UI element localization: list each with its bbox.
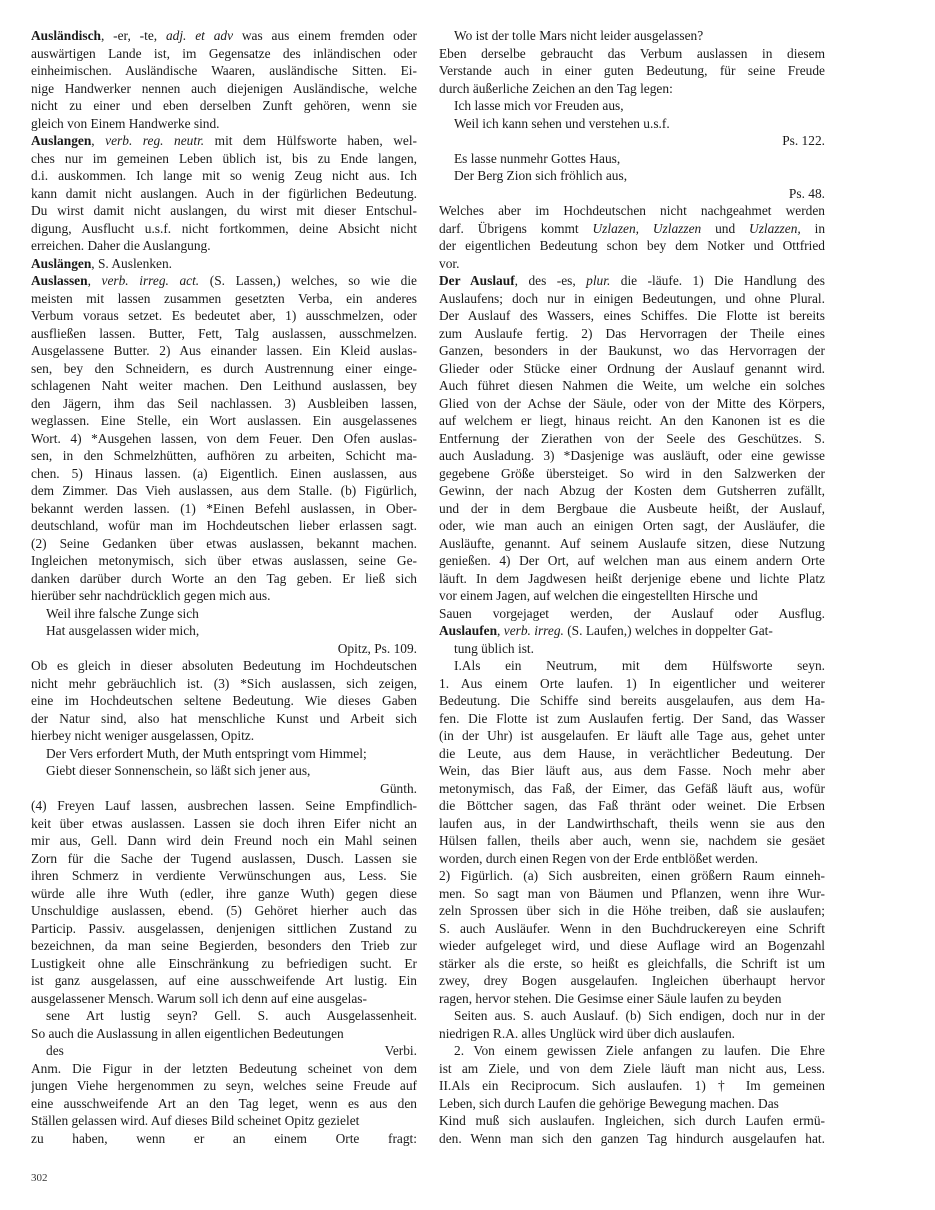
text-line	[439, 1130, 825, 1148]
text-run: ihren Schmerz in verdiente Verwünschungen aus, Less. Sie	[31, 868, 417, 883]
text-line	[439, 622, 825, 640]
text-line	[31, 202, 417, 220]
entry-headword: Auslängen	[31, 255, 92, 271]
text-line	[31, 132, 417, 150]
text-run: Ausläufte, genannt. Auf seinem Auslaufe sitzen, diese Nutzung	[439, 535, 825, 551]
text-line	[439, 185, 825, 203]
text-line	[439, 587, 825, 605]
text-run: was aus einem fremden oder	[233, 28, 417, 43]
text-run: und der in dem Bergbaue die Ausbeute heißt, der Auslauf,	[439, 500, 825, 516]
text-line	[31, 990, 417, 1008]
text-line	[439, 290, 825, 308]
text-line	[439, 465, 825, 483]
text-line	[31, 360, 417, 378]
text-run: der Natur sind, also hat menschliche Kunst und Arbeit sich	[31, 710, 417, 726]
text-line	[31, 552, 417, 570]
text-line	[439, 272, 825, 290]
text-run: S. auch Ausläufer. Wenn in den Buchdruckereyen eine Schrift	[439, 920, 825, 936]
text-line	[31, 80, 417, 98]
text-line	[31, 97, 417, 115]
text-run: erreichen. Daher die Auslangung.	[31, 238, 211, 253]
text-line	[439, 62, 825, 80]
text-line	[31, 1130, 417, 1148]
text-line	[31, 377, 417, 395]
text-line	[439, 202, 825, 220]
text-line	[31, 535, 417, 553]
text-run: Ps. 48.	[788, 185, 825, 201]
italic-text: verb. irreg.	[503, 623, 564, 638]
text-run: die -läufe. 1) Die Handlung des	[610, 273, 825, 288]
text-line	[31, 1112, 417, 1130]
text-run: II.Als ein Reciprocum. Sich auslaufen. 1) † Im gemeinen	[439, 1078, 825, 1093]
text-run: Weil ich kann sehen und verstehen u.s.f.	[454, 115, 670, 131]
text-line	[31, 430, 417, 448]
text-line	[439, 1095, 825, 1113]
text-line	[439, 1007, 825, 1025]
text-run: auswärtigen Lande ist, im Gegensatze des inländischen oder	[31, 45, 417, 61]
text-run: bezeichnen, da man seine Begierden, besonders den Trieb zur	[31, 938, 417, 953]
text-run: Particip. Passiv. ausgelassen, denjenigen sittlichen Zustand zu	[31, 920, 417, 936]
text-run: Glied von der Achse der Säule, oder von der Mitte des Körpers,	[439, 395, 825, 411]
text-line	[439, 325, 825, 343]
text-run: Lustigkeit ohne alle Einschränkung zu befriedigen sucht. Er	[31, 955, 417, 971]
text-run: darf. Übrigens kommt	[439, 220, 593, 236]
text-run: metonymisch, das Faß, der Eimer, das Gefäß läuft aus, wofür	[439, 780, 825, 796]
text-run: zwey, drey Bogen ausgelaufen. Ingleichen überhaupt hervor	[439, 973, 825, 988]
text-line	[31, 885, 417, 903]
text-run: Auch führet diesen Nahmen die Weite, um welche ein solches	[439, 378, 825, 393]
text-line	[439, 255, 825, 273]
text-run: vor.	[439, 255, 460, 271]
text-run: Bedeutung. Die Schiffe sind bereits ausgelaufen, aus dem Ha-	[439, 693, 825, 708]
text-line	[439, 692, 825, 710]
text-run: , -er, -te,	[100, 28, 166, 43]
text-run: zu haben, wenn er an einem Orte fragt:	[31, 1130, 417, 1146]
text-line	[439, 867, 825, 885]
text-run: stärker als die erste, so heißt es gleichfalls, die Schrift ist um	[439, 955, 825, 971]
text-line	[439, 412, 825, 430]
text-run: Der Berg Zion sich fröhlich aus,	[454, 168, 628, 183]
text-run: den Jägern, ihm das Seil nachlassen. 3) Ausbleiben lassen,	[31, 395, 417, 411]
text-run: Zorn für die Sache der Tugend auslassen, Dusch. Lassen sie	[31, 850, 417, 866]
text-run: in	[800, 220, 825, 236]
text-run: d.i. auskommen. Ich lange mit so wenig Zeug nicht aus. Ich	[31, 168, 417, 183]
text-run: Wort. 4) *Ausgehen lassen, von dem Feuer. Den Ofen auslas-	[31, 430, 417, 446]
text-run: Ich lasse mich vor Freuden aus,	[454, 98, 624, 113]
text-run: 2) Figürlich. (a) Sich ausbreiten, einen größern Raum einneh-	[439, 868, 825, 883]
page-number: 302	[31, 1172, 48, 1184]
text-line	[439, 972, 825, 990]
entry-headword: Auslaufen	[439, 623, 498, 638]
text-run: chen. 5) Hinaus lassen. (a) Eigentlich. Einen auslassen, aus	[31, 465, 417, 481]
text-line	[439, 27, 825, 45]
text-run: (S. Laufen,) welches in doppelter Gat-	[563, 623, 773, 638]
text-run: digung, Ausflucht u.s.f. nicht fortkommen, deine Absicht nicht	[31, 220, 417, 236]
text-run: ausgelassener Mensch. Warum soll ich denn auf eine ausgelas-	[31, 990, 367, 1006]
text-run: Ob es gleich in dieser absoluten Bedeutung im Hochdeutschen	[31, 658, 417, 673]
text-line	[31, 1007, 417, 1025]
text-run: Kind muß sich auslaufen. Ingleichen, sich durch Laufen ermü-	[439, 1113, 825, 1128]
text-line	[439, 815, 825, 833]
text-line	[439, 517, 825, 535]
text-line	[31, 640, 417, 658]
text-line	[439, 535, 825, 553]
text-line	[31, 832, 417, 850]
text-run: durch äußerliche Zeichen an den Tag legen:	[439, 80, 673, 96]
text-run: fen. Die Flotte ist zum Auslaufen fertig. Der Sand, das Wasser	[439, 710, 825, 726]
text-run: die Leute, aus dem Hause, in verächtlicher Bedeutung. Der	[439, 745, 825, 761]
text-run: ausfließen lassen. Butter, Fett, Talg auslassen, ausschmelzen.	[31, 325, 417, 341]
text-line	[31, 797, 417, 815]
text-line	[439, 657, 825, 675]
text-line	[31, 605, 417, 623]
text-run: niedrigen R.A. alles Unglück wird über dich auslaufen.	[439, 1025, 735, 1041]
text-line	[439, 920, 825, 938]
italic-text: plur.	[586, 273, 611, 288]
text-run: Opitz, Ps. 109.	[337, 640, 417, 656]
text-line	[439, 780, 825, 798]
text-line	[31, 1077, 417, 1095]
text-line	[31, 325, 417, 343]
text-run: den. Wenn man sich den ganzen Tag hindurch ausgelaufen hat.	[439, 1130, 825, 1146]
text-run: bekannt werden lassen. (1) *Einen Befehl auslassen, in Ober-	[31, 500, 417, 516]
text-line	[439, 710, 825, 728]
text-run: Wo ist der tolle Mars nicht leider ausgelassen?	[454, 28, 704, 43]
text-run: mit dem Hülfsworte haben, wel-	[204, 133, 417, 148]
text-run: dem Zimmer. Das Vieh auslassen, aus dem Stalle. (b) Figürlich,	[31, 483, 417, 498]
text-line	[31, 745, 417, 763]
italic-text: verb. irreg. act.	[101, 273, 200, 288]
text-line	[439, 377, 825, 395]
text-run: worden, durch einen Regen von der Erde entblößet werden.	[439, 850, 759, 866]
text-line	[439, 937, 825, 955]
text-line	[439, 955, 825, 973]
text-run: eine im Hochdeutschen seltene Bedeutung. Wie dieses Gaben	[31, 693, 417, 708]
text-line	[439, 342, 825, 360]
text-run: gleich von Einem Handwerke sind.	[31, 115, 220, 131]
text-run: ,	[91, 133, 106, 148]
text-line	[439, 307, 825, 325]
text-line	[31, 220, 417, 238]
text-run: eine ausschweifende Art an den Tag leget, wenn es aus den	[31, 1095, 417, 1111]
text-line	[439, 727, 825, 745]
text-line	[439, 447, 825, 465]
text-run: Giebt dieser Sonnenschein, so läßt sich jener aus,	[46, 763, 311, 778]
text-run: Es lasse nunmehr Gottes Haus,	[454, 150, 621, 166]
text-line	[31, 692, 417, 710]
text-run: Günth.	[380, 780, 417, 796]
text-run: läuft. In dem Jagdwesen heißt derjenige ebene und lichte Platz	[439, 570, 825, 586]
text-run: men. So sagt man von Bäumen und Pflanzen, wenn ihre Wur-	[439, 885, 825, 901]
text-line	[439, 640, 825, 658]
text-line	[31, 780, 417, 798]
text-line	[439, 745, 825, 763]
text-run: nicht zu einer und eben derselben Zunft gehören, wenn sie	[31, 98, 417, 113]
right-column	[439, 27, 825, 1147]
text-line	[31, 657, 417, 675]
text-run: jungen Viehe hergenommen zu seyn, welches seine Freude auf	[31, 1078, 417, 1093]
text-run: Auslaufens; doch nur in einigen Bedeutungen, und ohne Plural.	[439, 290, 825, 306]
text-run: Sauen vorgejaget werden, der Auslauf oder Ausflug.	[439, 605, 825, 621]
text-run: hierüber sehr nachdrücklich gegen mich aus.	[31, 588, 271, 603]
text-line	[31, 447, 417, 465]
text-run: Der Vers erfordert Muth, der Muth entspringt vom Himmel;	[46, 745, 367, 761]
text-line	[439, 990, 825, 1008]
text-line	[31, 412, 417, 430]
text-run: So auch die Auslassung in allen eigentlichen Bedeutungen	[31, 1025, 344, 1041]
text-line	[31, 867, 417, 885]
text-line	[31, 185, 417, 203]
text-run: des Verbi.	[46, 1043, 417, 1058]
text-run: Der Auslauf des Wassers, eines Schiffes. Die Flotte ist bereits	[439, 308, 825, 323]
text-line	[439, 132, 825, 150]
text-line	[31, 937, 417, 955]
text-line	[31, 395, 417, 413]
text-line	[31, 920, 417, 938]
text-line	[31, 902, 417, 920]
text-line	[439, 885, 825, 903]
text-line	[31, 27, 417, 45]
text-run: Ställen gelassen wird. Auf dieses Bild scheinet Opitz gezielet	[31, 1113, 360, 1128]
text-line	[439, 832, 825, 850]
entry-headword: Ausländisch	[31, 28, 101, 43]
text-run: Seiten aus. S. auch Auslauf. (b) Sich endigen, doch nur in der	[454, 1008, 825, 1023]
text-line	[439, 762, 825, 780]
text-run: meisten mit lassen zusammen gesetzten Verba, ein anderes	[31, 290, 417, 306]
text-run: Weil ihre falsche Zunge sich	[46, 605, 199, 621]
text-line	[31, 1025, 417, 1043]
text-line	[31, 237, 417, 255]
text-line	[31, 62, 417, 80]
text-run: Hat ausgelassen wider mich,	[46, 623, 200, 638]
text-line	[31, 255, 417, 273]
text-run: Ausgelassene Butter. 2) Aus einander lassen. Ein Kleid auslas-	[31, 343, 417, 358]
text-run: Welches aber im Hochdeutschen nicht nachgeahmet werden	[439, 203, 825, 218]
text-line	[439, 395, 825, 413]
text-run: kann damit nicht auslangen. Auch in der figürlichen Bedeutung.	[31, 185, 417, 201]
text-run: deutschland, wofür man im Hochdeutschen lieber erlassen sagt.	[31, 518, 417, 533]
text-run: der eigentlichen Bedeutung schon bey dem Notker und Ottfried	[439, 238, 825, 253]
text-line	[439, 500, 825, 518]
text-line	[439, 675, 825, 693]
text-line	[31, 1095, 417, 1113]
text-line	[439, 797, 825, 815]
text-run: Eben derselbe gebraucht das Verbum auslassen in diesem	[439, 45, 825, 61]
text-line	[31, 1042, 417, 1060]
text-run: Verstande auch in einer guten Bedeutung, für seine Freude	[439, 63, 825, 78]
text-run: ragen, hervor stehen. Die Gesimse einer Säule laufen zu beyden	[439, 990, 782, 1006]
text-run: (S. Lassen,) welches, so wie die	[199, 273, 417, 288]
text-line	[31, 675, 417, 693]
text-run: I.Als ein Neutrum, mit dem Hülfsworte seyn.	[454, 658, 825, 673]
text-run: Ps. 122.	[782, 133, 825, 148]
text-line	[439, 850, 825, 868]
text-run: sen, in den Schmelzhütten, aufhören zu arbeiten, Schicht ma-	[31, 448, 417, 463]
text-line	[439, 45, 825, 63]
text-line	[439, 482, 825, 500]
text-run: ist am Ziele, und von dem Ziele läuft man nicht aus, Less.	[439, 1060, 825, 1076]
text-line	[439, 80, 825, 98]
text-run: Gewinn, der nach Abzug der Kosten dem Gutsherren zufällt,	[439, 483, 825, 498]
text-line	[439, 360, 825, 378]
text-run: laufen aus, in der Landwirthschaft, theils wenn sie aus den	[439, 815, 825, 831]
text-line	[439, 1025, 825, 1043]
text-run: Anm. Die Figur in der letzten Bedeutung scheinet von dem	[31, 1060, 417, 1076]
text-run: vor einem Jagen, auf welchen die eingestellten Hirsche und	[439, 588, 758, 603]
text-line	[439, 1112, 825, 1130]
text-line	[31, 955, 417, 973]
text-line	[31, 290, 417, 308]
text-run: hierbey nicht weniger ausgelassen, Opitz.	[31, 728, 255, 743]
text-line	[439, 552, 825, 570]
text-run: ,	[497, 623, 504, 638]
text-line	[439, 570, 825, 588]
text-run: ist ganz ausgelassen, auf eine ausschweifende Art lustig. Ein	[31, 973, 417, 988]
text-run: gegebene Größe übersteiget. So wird in den Salzwerken der	[439, 465, 825, 481]
text-line	[439, 605, 825, 623]
text-line	[31, 342, 417, 360]
text-run: Glieder oder Stücke einer Ordnung der Auslauf genannt wird.	[439, 360, 825, 376]
text-line	[439, 1077, 825, 1095]
text-run: Du wirst damit nicht auslangen, du wirst mit dieser Entschul-	[31, 203, 417, 218]
text-line	[31, 622, 417, 640]
text-run: Ingleichen metonymisch, sich über etwas auslassen, seine Ge-	[31, 553, 417, 568]
text-run: einheimischen. Ausländische Waaren, ausländische Sitten. Ei-	[31, 63, 417, 78]
text-line	[31, 517, 417, 535]
text-run: wieder aufgeleget wird, und diese Auflage wird an Bogenzahl	[439, 938, 825, 953]
text-run: (4) Freyen Lauf lassen, ausbrechen lassen. Seine Empfindlich-	[31, 798, 417, 813]
text-line	[439, 220, 825, 238]
text-line	[31, 727, 417, 745]
text-line	[31, 465, 417, 483]
entry-headword: Auslangen	[31, 133, 92, 148]
text-line	[31, 307, 417, 325]
text-line	[31, 167, 417, 185]
text-line	[31, 45, 417, 63]
text-line	[31, 762, 417, 780]
text-line	[31, 710, 417, 728]
entry-headword: Auslassen	[31, 273, 88, 288]
text-run: ,	[87, 273, 102, 288]
text-run: die Böttcher sagen, das Faß thränt oder weinet. Die Erbsen	[439, 798, 825, 813]
text-run: Hülsen fallen, theils aber auch, wenn sie, nachdem sie gesäet	[439, 833, 825, 848]
text-run: ches nur im gemeinen Leben üblich ist, bis zu Ende langen,	[31, 150, 417, 166]
text-run: danken darüber durch Worte an den Tag geben. Er ließ sich	[31, 570, 417, 586]
text-line	[31, 972, 417, 990]
text-run: auf welchem er liegt, hinaus reicht. An den Kanonen ist es die	[439, 413, 825, 428]
text-line	[439, 237, 825, 255]
text-line	[439, 115, 825, 133]
text-run: (2) Seine Gedanken über etwas auslassen, bekannt machen.	[31, 535, 417, 551]
text-line	[31, 570, 417, 588]
text-line	[31, 482, 417, 500]
text-run: , des -es,	[514, 273, 587, 288]
text-line	[439, 902, 825, 920]
text-line	[31, 150, 417, 168]
text-run: genießen. 4) Der Ort, auf welchen man aus einem andern Orte	[439, 553, 825, 568]
text-line	[31, 115, 417, 133]
text-run: Unschuldige auslassen, ebend. (5) Gehöret hierher auch das	[31, 903, 417, 918]
entry-headword: Der Auslauf	[439, 273, 515, 288]
text-run: Verbum voraus setzet. Es bedeutet aber, 1) ausschmelzen, oder	[31, 308, 417, 323]
text-line	[31, 500, 417, 518]
text-run: (in der Uhr) ist ausgelaufen. Er läuft alle Tage aus, gehet unter	[439, 728, 825, 743]
text-run: weglassen. Eine Stelle, ein Wort auslassen. Ein ausgelassenes	[31, 413, 417, 428]
text-run: zum Auslaufe fertig. 2) Das Hervorragen der Theile eines	[439, 325, 825, 341]
text-run: Ganzen, besonders in der Baukunst, wo das Hervorragen der	[439, 343, 825, 358]
text-line	[31, 1060, 417, 1078]
text-run: und	[701, 220, 750, 236]
left-column	[31, 27, 417, 1147]
text-run: mir aus, Gell. Dann wird dein Freund noch ein Mahl seinen	[31, 833, 417, 848]
italic-text: Uzlazen, Uzlazzen	[592, 220, 702, 236]
text-run: , S. Auslenken.	[91, 255, 172, 271]
text-run: keit über etwas auslassen. Lassen sie doch ihren Eifer nicht an	[31, 815, 417, 831]
text-run: sen, bey den Schneidern, es durch Austrennung einer einge-	[31, 360, 417, 376]
text-run: 2. Von einem gewissen Ziele anfangen zu laufen. Die Ehre	[454, 1043, 825, 1058]
text-run: sene Art lustig seyn? Gell. S. auch Ausgelassenheit.	[46, 1008, 417, 1023]
text-run: schlagenen Naht weiter machen. Den Leithund auslassen, bey	[31, 378, 417, 393]
text-line	[31, 815, 417, 833]
text-run: zeln Sprossen über sich in die Höhe treiben, daß sie auslaufen;	[439, 903, 825, 918]
text-line	[439, 150, 825, 168]
text-run: nicht mehr gebräuchlich ist. (3) *Sich auslassen, sich zeigen,	[31, 675, 417, 691]
text-line	[31, 850, 417, 868]
text-run: auch Ausladung. 3) *Dasjenige was ausläuft, oder eine gewisse	[439, 448, 825, 463]
text-run: Entfernung der Zierathen von der Seele des Geschützes. S.	[439, 430, 825, 446]
text-line	[439, 167, 825, 185]
text-run: würde alle ihre Wuth (edler, ihre ganze Wuth) gegen diese	[31, 885, 417, 901]
italic-text: verb. reg. neutr.	[105, 133, 205, 148]
text-run: oder, wie man auch an einigen Orten sagt, der Ausläufer, die	[439, 518, 825, 533]
text-line	[439, 1042, 825, 1060]
text-run: tung üblich ist.	[454, 640, 534, 656]
text-line	[439, 430, 825, 448]
text-line	[439, 97, 825, 115]
text-line	[31, 587, 417, 605]
text-run: 1. Aus einem Orte laufen. 1) In eigentlicher und weiterer	[439, 675, 825, 691]
italic-text: adj. et adv	[165, 28, 234, 43]
text-line	[439, 1060, 825, 1078]
text-line	[31, 272, 417, 290]
text-run: Wein, das Bier läuft aus, aus dem Fasse. Noch mehr aber	[439, 763, 825, 778]
text-run: Leben, sich durch Laufen die gehörige Bewegung machen. Das	[439, 1095, 779, 1111]
text-run: nige Handwerker nennen auch diejenigen Ausländische, welche	[31, 80, 417, 96]
italic-text: Uzlazzen,	[749, 220, 801, 236]
